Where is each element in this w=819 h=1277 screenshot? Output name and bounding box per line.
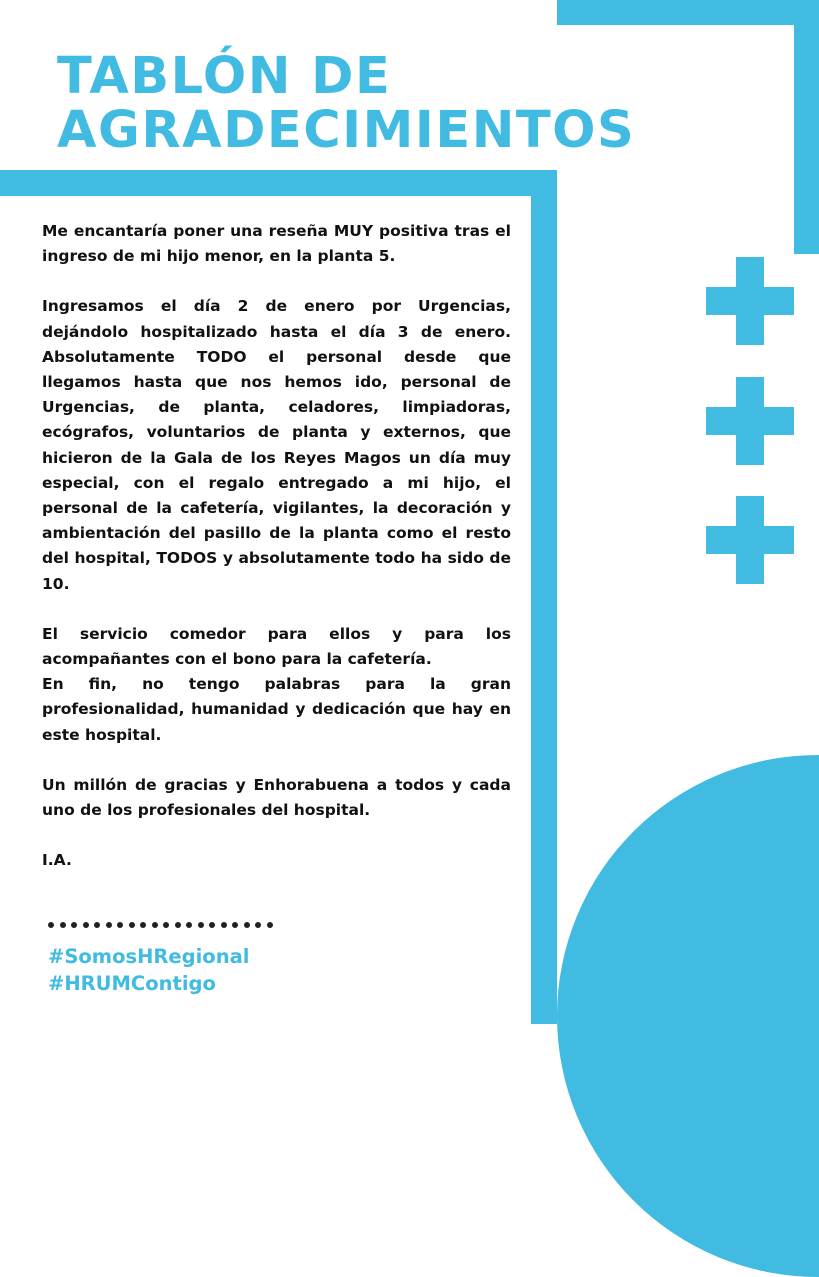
title-line-1: TABLÓN DE: [57, 47, 392, 106]
page-title: [57, 47, 636, 160]
decorative-circle: [557, 755, 819, 1277]
hashtag-hrumcontigo: #HRUMContigo: [48, 972, 216, 995]
plus-icon: [706, 496, 794, 584]
decorative-bar-vertical: [531, 170, 557, 1024]
plus-icon: [706, 377, 794, 465]
plus-icon: [706, 257, 794, 345]
title-line-2: AGRADECIMIENTOS: [57, 101, 636, 160]
hashtags: [48, 943, 249, 997]
decorative-bar-horizontal: [0, 170, 557, 196]
letter-signature: I.A.: [42, 851, 72, 870]
letter-paragraph: Ingresamos el día 2 de enero por Urgencias, dejándolo hospitalizado hasta el día 3 de enero. Absolutamente TODO el personal desde que llegamos hasta que nos hemos ido, personal de Urgencias, de planta, celadores, limpiadoras, ecógrafos, voluntarios de planta y externos, que hicieron de la Gala de los Reyes Magos un día muy especial, con el regalo entregado a mi hijo, el personal de la cafetería, vigilantes, la decoración y ambientación del pasillo de la planta como el resto del hospital, TODOS y absolutamente todo ha sido de 10.: [42, 297, 511, 593]
dotted-divider: [48, 922, 288, 928]
hashtag-somoshregional: #SomosHRegional: [48, 945, 250, 968]
letter-paragraph: Un millón de gracias y Enhorabuena a todos y cada uno de los profesionales del hospital.: [42, 775, 511, 820]
letter-paragraph: En fin, no tengo palabras para la gran profesionalidad, humanidad y dedicación que hay en este hospital.: [42, 675, 511, 744]
decorative-bar-top: [557, 0, 819, 25]
letter-paragraph: El servicio comedor para ellos y para los acompañantes con el bono para la cafetería.: [42, 624, 511, 669]
letter-paragraph: Me encantaría poner una reseña MUY positiva tras el ingreso de mi hijo menor, en la planta 5.: [42, 222, 511, 266]
decorative-bar-right: [794, 0, 819, 254]
testimonial-letter: [42, 219, 511, 873]
